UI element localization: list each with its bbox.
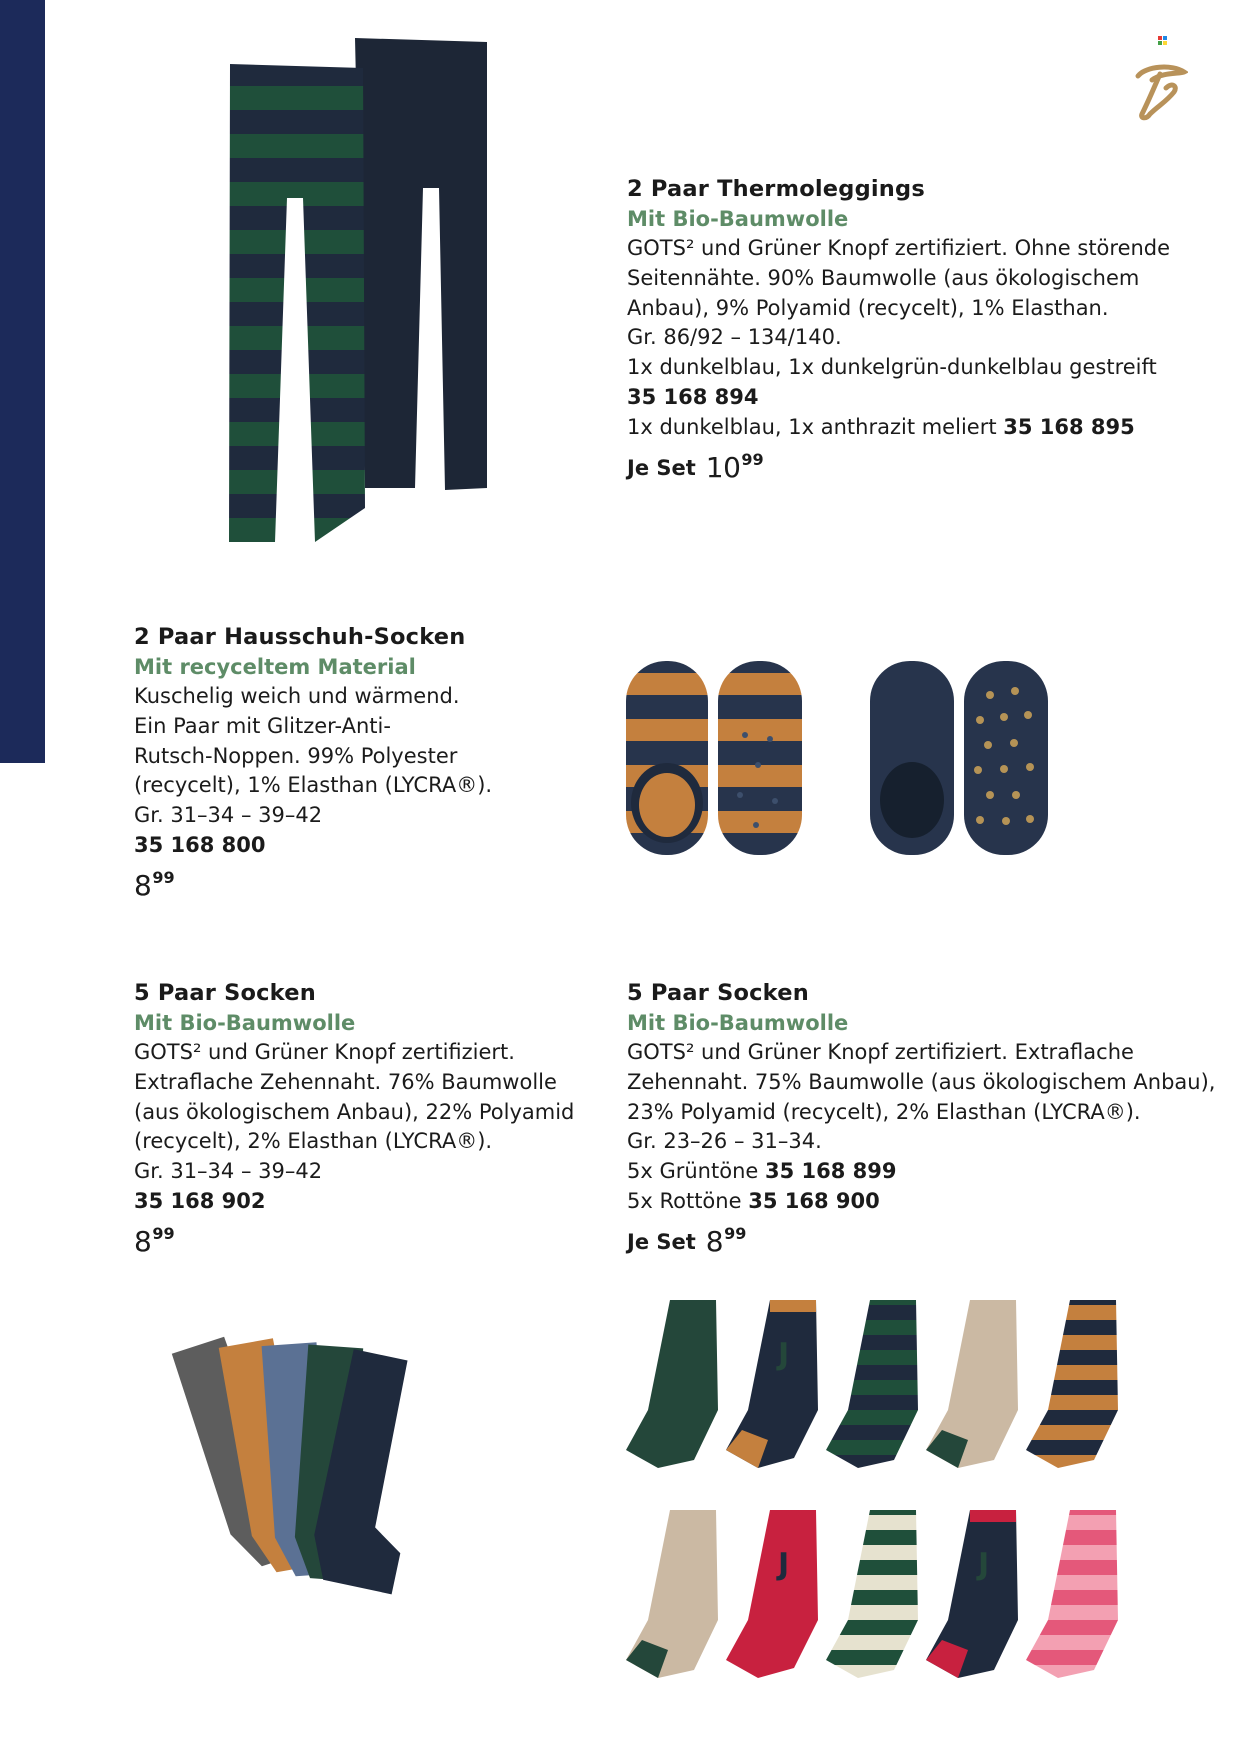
article-number: 35 168 899 <box>765 1159 897 1184</box>
product-socks-b <box>627 978 1227 1261</box>
product-subtitle: Mit Bio-Baumwolle <box>627 207 849 231</box>
article-number: 35 168 900 <box>748 1188 880 1213</box>
product-description: GOTS² und Grüner Knopf zertifiziert. Extraflache Zehennaht. 76% Baumwolle (aus ökologischem Anbau), 22% Polyamid (recycelt), 2% Elasthan (LYCRA®). Gr. 31–34 – 39–42 <box>134 1040 575 1184</box>
variant-line <box>627 1157 1227 1187</box>
product-title: 2 Paar Hausschuh-Socken <box>134 624 466 650</box>
product-subtitle: Mit Bio-Baumwolle <box>627 1011 849 1035</box>
product-description: GOTS² und Grüner Knopf zertifiziert. Extraflache Zehennaht. 75% Baumwolle (aus ökologischem Anbau), 23% Polyamid (recycelt), 2% Elasthan (LYCRA®). Gr. 23–26 – 31–34. <box>627 1040 1216 1154</box>
price-cents: 99 <box>724 1223 747 1243</box>
price-main: 8 <box>134 1224 152 1258</box>
price-cents: 99 <box>741 449 764 469</box>
sidebar-stripe <box>0 0 45 763</box>
product-subtitle: Mit recyceltem Material <box>134 655 416 679</box>
variant-label: 1x dunkelblau, 1x anthrazit meliert <box>627 414 997 439</box>
price-prefix: Je Set <box>627 455 696 480</box>
product-leggings <box>627 174 1187 487</box>
socks-ten-variants-image <box>618 1290 1158 1710</box>
article-number: 35 168 902 <box>134 1188 266 1213</box>
variant-line <box>627 1187 1227 1217</box>
tchibo-logo-icon <box>1132 62 1188 122</box>
price <box>627 449 1187 487</box>
product-title: 5 Paar Socken <box>627 980 809 1006</box>
variant-line <box>627 413 1187 443</box>
price <box>134 867 604 905</box>
product-socks-a <box>134 978 604 1261</box>
article-number: 35 168 894 <box>627 384 759 409</box>
price-cents: 99 <box>152 867 175 887</box>
article-number: 35 168 800 <box>134 832 266 857</box>
svg-text:J: J <box>978 1547 990 1582</box>
price-main: 10 <box>705 450 741 484</box>
price <box>627 1223 1227 1261</box>
variant-label: 5x Grüntöne <box>627 1159 759 1184</box>
product-description: GOTS² und Grüner Knopf zertifiziert. Ohne störende Seitennähte. 90% Baumwolle (aus ökologischem Anbau), 9% Polyamid (recycelt), 1% Elasthan. Gr. 86/92 – 134/140. 1x dunkelblau, 1x dunkelgrün-dunkelblau gestreift <box>627 236 1171 380</box>
price-main: 8 <box>134 868 152 902</box>
slipper-socks-image <box>620 655 1070 865</box>
product-description: Kuschelig weich und wärmend. Ein Paar mit Glitzer-Anti- Rutsch-Noppen. 99% Polyester (recycelt), 1% Elasthan (LYCRA®). Gr. 31–34 – 39–42 <box>134 684 493 828</box>
thermoleggings-image <box>225 38 495 548</box>
price-prefix: Je Set <box>627 1229 696 1254</box>
variant-label: 5x Rottöne <box>627 1188 742 1213</box>
color-dot-icon <box>1158 36 1168 46</box>
price <box>134 1223 604 1261</box>
product-slipper-socks <box>134 622 604 905</box>
product-subtitle: Mit Bio-Baumwolle <box>134 1011 356 1035</box>
product-title: 5 Paar Socken <box>134 980 316 1006</box>
svg-text:J: J <box>778 1337 790 1372</box>
product-title: 2 Paar Thermoleggings <box>627 176 925 202</box>
article-number: 35 168 895 <box>1003 414 1135 439</box>
price-main: 8 <box>705 1224 724 1258</box>
price-cents: 99 <box>152 1223 175 1243</box>
svg-text:J: J <box>778 1547 790 1582</box>
socks-five-pack-image <box>170 1325 460 1615</box>
